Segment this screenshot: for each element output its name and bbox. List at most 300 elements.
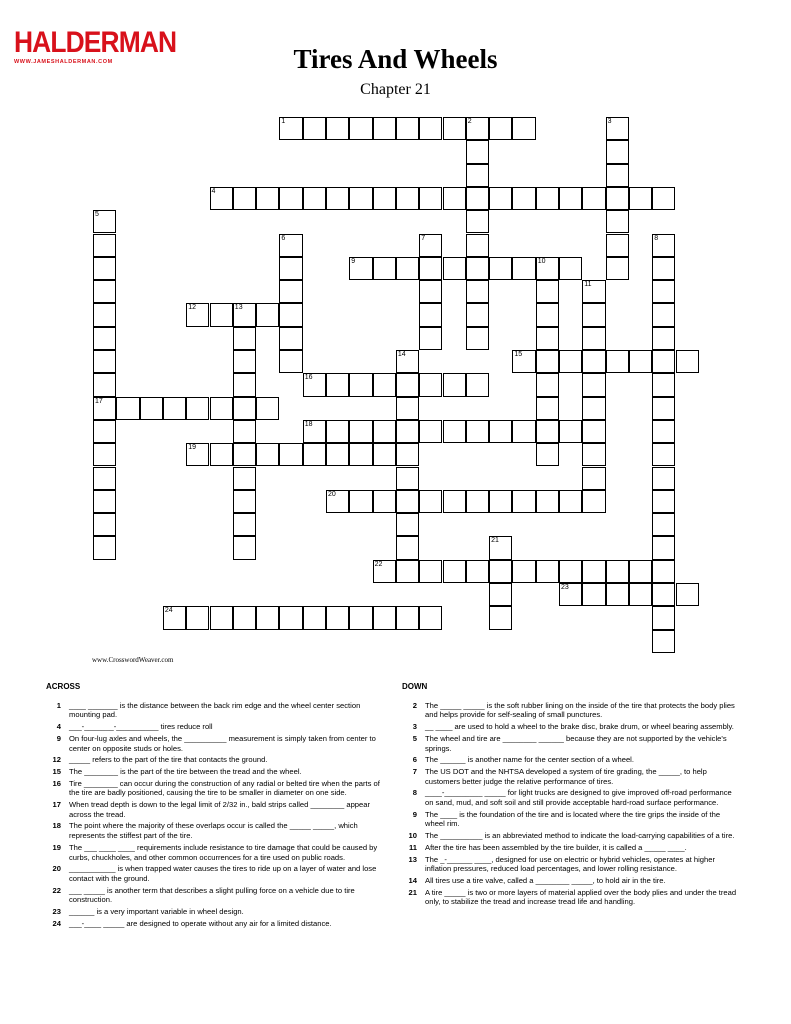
crossword-cell[interactable] xyxy=(606,210,629,233)
crossword-cell[interactable] xyxy=(606,350,629,373)
crossword-cell[interactable] xyxy=(93,327,116,350)
crossword-cell[interactable] xyxy=(652,467,675,490)
clue-number: 2 xyxy=(467,118,472,125)
clue-item-text: After the tire has been assembled by the tire builder, it is called a _____ ____. xyxy=(425,842,687,852)
crossword-cell[interactable] xyxy=(303,420,326,443)
clue-item-text: The US DOT and the NHTSA developed a system of tire grading, the _____, to help customers better judge the relative performance of tires. xyxy=(425,766,707,786)
crossword-cell[interactable] xyxy=(536,560,559,583)
clue-item xyxy=(46,800,384,819)
clue-item-text: ______ is a very important variable in wheel design. xyxy=(69,907,244,917)
clue-number: 7 xyxy=(421,234,426,242)
clue-item-number: 8 xyxy=(412,788,417,798)
clue-item-text: The ________ is the part of the tire between the tread and the wheel. xyxy=(69,766,302,776)
crossword-cell[interactable] xyxy=(443,187,466,210)
crossword-cell[interactable] xyxy=(652,490,675,513)
logo-url: WWW.JAMESHALDERMAN.COM xyxy=(14,59,113,65)
crossword-cell[interactable] xyxy=(466,373,489,396)
crossword-cell[interactable] xyxy=(349,187,372,210)
crossword-cell[interactable] xyxy=(466,303,489,326)
clue-item xyxy=(46,907,384,917)
clue-item-number: 24 xyxy=(52,918,61,928)
crossword-cell[interactable] xyxy=(233,373,256,396)
clue-item xyxy=(402,810,738,829)
clue-number: 15 xyxy=(514,351,523,358)
clue-number: 4 xyxy=(211,187,216,195)
crossword-cell[interactable] xyxy=(582,560,605,583)
crossword-cell[interactable] xyxy=(606,164,629,187)
clue-item xyxy=(46,734,384,753)
crossword-cell[interactable] xyxy=(489,490,512,513)
clue-number: 3 xyxy=(607,118,612,125)
crossword-cell[interactable] xyxy=(582,303,605,326)
crossword-cell[interactable] xyxy=(210,606,233,629)
clue-item-number: 4 xyxy=(56,722,61,732)
clue-item xyxy=(402,722,738,732)
crossword-cell[interactable] xyxy=(489,187,512,210)
clue-item-number: 9 xyxy=(56,733,61,743)
crossword-cell[interactable] xyxy=(489,117,512,140)
crossword-cell[interactable] xyxy=(349,443,372,466)
crossword-cell[interactable] xyxy=(349,606,372,629)
clue-item-number: 18 xyxy=(52,821,61,831)
crossword-cell[interactable] xyxy=(466,490,489,513)
crossword-cell[interactable] xyxy=(512,117,535,140)
crossword-cell[interactable] xyxy=(512,187,535,210)
clue-item-number: 7 xyxy=(412,766,417,776)
crossword-cell[interactable] xyxy=(606,187,629,210)
crossword-cell[interactable] xyxy=(93,397,116,420)
crossword-cell[interactable] xyxy=(419,303,442,326)
crossword-cell[interactable] xyxy=(419,373,442,396)
clue-item-text: The point where the majority of these overlaps occur is called the _____ _____, which represents the stiffest part of the tire. xyxy=(69,821,358,841)
crossword-cell[interactable] xyxy=(536,373,559,396)
crossword-cell[interactable] xyxy=(536,187,559,210)
crossword-cell[interactable] xyxy=(582,490,605,513)
clue-item-number: 16 xyxy=(52,778,61,788)
clue-item xyxy=(46,864,384,883)
crossword-cell[interactable] xyxy=(536,303,559,326)
crossword-cell[interactable] xyxy=(652,420,675,443)
clue-item-text: The _____ _____ is the soft rubber lining on the inside of the tire that protects the body plies and helps provide for self-sealing of small punctures. xyxy=(425,700,735,720)
crossword-cell[interactable] xyxy=(652,583,675,606)
crossword-cell[interactable] xyxy=(279,257,302,280)
crossword-cell[interactable] xyxy=(373,420,396,443)
crossword-cell[interactable] xyxy=(652,397,675,420)
clue-item-number: 21 xyxy=(408,887,417,897)
crossword-cell[interactable] xyxy=(396,397,419,420)
crossword-cell[interactable] xyxy=(443,560,466,583)
crossword-cell[interactable] xyxy=(582,327,605,350)
crossword-cell[interactable] xyxy=(652,513,675,536)
crossword-cell[interactable] xyxy=(419,420,442,443)
clue-item xyxy=(46,722,384,732)
crossword-cell[interactable] xyxy=(279,280,302,303)
crossword-cell[interactable] xyxy=(606,583,629,606)
clue-item-text: All tires use a tire valve, called a ________ _____, to hold air in the tire. xyxy=(425,875,666,885)
crossword-cell[interactable] xyxy=(466,257,489,280)
crossword-cell[interactable] xyxy=(582,350,605,373)
crossword-cell[interactable] xyxy=(466,280,489,303)
crossword-cell[interactable] xyxy=(396,443,419,466)
crossword-cell[interactable] xyxy=(279,187,302,210)
crossword-cell[interactable] xyxy=(279,350,302,373)
crossword-cell[interactable] xyxy=(303,606,326,629)
crossword-cell[interactable] xyxy=(652,187,675,210)
crossword-cell[interactable] xyxy=(373,117,396,140)
crossword-cell[interactable] xyxy=(536,280,559,303)
crossword-cell[interactable] xyxy=(93,420,116,443)
clue-item-text: The wheel and tire are ________ ______ because they are not supported by the vehicle's springs. xyxy=(425,733,727,753)
clue-item-number: 19 xyxy=(52,842,61,852)
crossword-cell[interactable] xyxy=(279,443,302,466)
crossword-cell[interactable] xyxy=(559,560,582,583)
crossword-cell[interactable] xyxy=(326,606,349,629)
page-subtitle: Chapter 21 xyxy=(360,81,431,98)
crossword-cell[interactable] xyxy=(489,583,512,606)
crossword-cell[interactable] xyxy=(233,490,256,513)
clue-item-text: ____-_________ _____ for light trucks are designed to give improved off-road performance on sand, mud, and soft soil and still provide acceptable hard-road surface performance. xyxy=(425,788,732,808)
crossword-cell[interactable] xyxy=(93,443,116,466)
crossword-cell[interactable] xyxy=(233,187,256,210)
crossword-cell[interactable] xyxy=(652,373,675,396)
down-clues xyxy=(402,682,738,909)
crossword-cell[interactable] xyxy=(606,234,629,257)
crossword-cell[interactable] xyxy=(326,443,349,466)
crossword-cell[interactable] xyxy=(443,420,466,443)
crossword-cell[interactable] xyxy=(140,397,163,420)
crossword-cell[interactable] xyxy=(536,257,559,280)
crossword-cell[interactable] xyxy=(536,420,559,443)
clue-item-number: 17 xyxy=(52,800,61,810)
clue-item-text: ____ _______ is the distance between the back rim edge and the wheel center section mounting pad. xyxy=(69,700,361,720)
crossword-cell[interactable] xyxy=(466,164,489,187)
crossword-cell[interactable] xyxy=(279,327,302,350)
crossword-cell[interactable] xyxy=(489,606,512,629)
crossword-cell[interactable] xyxy=(536,327,559,350)
crossword-cell[interactable] xyxy=(652,303,675,326)
clue-item-number: 10 xyxy=(408,831,417,841)
crossword-cell[interactable] xyxy=(210,187,233,210)
clue-number: 5 xyxy=(95,211,99,219)
crossword-cell[interactable] xyxy=(466,187,489,210)
crossword-cell[interactable] xyxy=(93,303,116,326)
crossword-cell[interactable] xyxy=(629,350,652,373)
crossword-cell[interactable] xyxy=(606,257,629,280)
crossword-cell[interactable] xyxy=(279,117,302,140)
crossword-cell[interactable] xyxy=(559,187,582,210)
clue-item-text: The __________ is an abbreviated method to indicate the load-carrying capabilities of a tire. xyxy=(425,831,735,841)
crossword-cell[interactable] xyxy=(256,606,279,629)
clue-number: 9 xyxy=(351,257,356,265)
clue-number: 19 xyxy=(188,444,196,452)
crossword-cell[interactable] xyxy=(443,373,466,396)
crossword-cell[interactable] xyxy=(233,350,256,373)
clue-number: 23 xyxy=(561,584,569,591)
crossword-cell[interactable] xyxy=(233,536,256,559)
crossword-cell[interactable] xyxy=(443,490,466,513)
crossword-cell[interactable] xyxy=(419,234,442,257)
crossword-cell[interactable] xyxy=(582,443,605,466)
crossword-cell[interactable] xyxy=(396,257,419,280)
crossword-cell[interactable] xyxy=(512,420,535,443)
crossword-cell[interactable] xyxy=(489,560,512,583)
crossword-cell[interactable] xyxy=(233,467,256,490)
clue-item-number: 9 xyxy=(412,809,417,819)
crossword-cell[interactable] xyxy=(373,490,396,513)
clue-number: 16 xyxy=(304,374,313,382)
crossword-cell[interactable] xyxy=(419,117,442,140)
clue-item-text: On four-lug axles and wheels, the __________ measurement is simply taken from center to center on opposite studs or holes. xyxy=(69,733,376,753)
clue-item-number: 6 xyxy=(412,755,417,765)
crossword-cell[interactable] xyxy=(210,443,233,466)
across-clues xyxy=(46,682,384,930)
crossword-cell[interactable] xyxy=(396,490,419,513)
crossword-cell[interactable] xyxy=(210,397,233,420)
crossword-cell[interactable] xyxy=(233,606,256,629)
clue-number: 21 xyxy=(491,537,499,545)
crossword-cell[interactable] xyxy=(419,560,442,583)
crossword-cell[interactable] xyxy=(396,467,419,490)
crossword-cell[interactable] xyxy=(489,536,512,559)
crossword-cell[interactable] xyxy=(373,187,396,210)
crossword-cell[interactable] xyxy=(606,560,629,583)
clue-item xyxy=(46,767,384,777)
crossword-cell[interactable] xyxy=(419,280,442,303)
crossword-cell[interactable] xyxy=(326,187,349,210)
crossword-cell[interactable] xyxy=(233,513,256,536)
clue-item xyxy=(46,919,384,929)
clue-item-text: Tire ________ can occur during the construction of any radial or belted tire when the parts of the tire are badly positioned, causing the tire to be smaller in diameter on one side. xyxy=(69,778,380,798)
crossword-cell[interactable] xyxy=(396,373,419,396)
crossword-cell[interactable] xyxy=(303,373,326,396)
crossword-cell[interactable] xyxy=(163,606,186,629)
crossword-cell[interactable] xyxy=(373,606,396,629)
crossword-cell[interactable] xyxy=(396,606,419,629)
crossword-cell[interactable] xyxy=(652,280,675,303)
clue-number: 14 xyxy=(397,351,406,358)
crossword-cell[interactable] xyxy=(186,397,209,420)
clue-number: 6 xyxy=(281,234,286,242)
crossword-cell[interactable] xyxy=(652,606,675,629)
clue-item xyxy=(402,843,738,853)
crossword-cell[interactable] xyxy=(466,210,489,233)
crossword-cell[interactable] xyxy=(93,536,116,559)
clue-item-number: 13 xyxy=(408,854,417,864)
crossword-cell[interactable] xyxy=(582,397,605,420)
crossword-cell[interactable] xyxy=(93,490,116,513)
clue-item-number: 1 xyxy=(56,700,61,710)
crossword-cell[interactable] xyxy=(233,303,256,326)
crossword-cell[interactable] xyxy=(326,420,349,443)
clue-item-text: ___ _____ is another term that describes a slight pulling force on a vehicle due to tire construction. xyxy=(69,885,355,905)
crossword-cell[interactable] xyxy=(512,560,535,583)
crossword-cell[interactable] xyxy=(279,234,302,257)
crossword-cell[interactable] xyxy=(652,630,675,653)
crossword-cell[interactable] xyxy=(652,257,675,280)
crossword-cell[interactable] xyxy=(466,140,489,163)
clue-item xyxy=(402,734,738,753)
crossword-cell[interactable] xyxy=(279,303,302,326)
crossword-cell[interactable] xyxy=(559,490,582,513)
crossword-cell[interactable] xyxy=(396,536,419,559)
crossword-cell[interactable] xyxy=(536,350,559,373)
crossword-cell[interactable] xyxy=(396,187,419,210)
crossword-cell[interactable] xyxy=(466,117,489,140)
crossword-cell[interactable] xyxy=(419,490,442,513)
crossword-cell[interactable] xyxy=(396,560,419,583)
crossword-cell[interactable] xyxy=(233,420,256,443)
crossword-cell[interactable] xyxy=(606,140,629,163)
crossword-cell[interactable] xyxy=(652,536,675,559)
clue-item-text: _____ refers to the part of the tire that contacts the ground. xyxy=(69,755,268,765)
crossword-cell[interactable] xyxy=(349,257,372,280)
crossword-cell[interactable] xyxy=(186,606,209,629)
clue-item-text: The ___ ____ ____ requirements include resistance to tire damage that could be caused by curbs, chuckholes, and other common occurrences for a tire used on public roads. xyxy=(69,842,378,862)
crossword-cell[interactable] xyxy=(93,280,116,303)
crossword-cell[interactable] xyxy=(582,583,605,606)
crossword-cell[interactable] xyxy=(466,560,489,583)
clue-item-text: When tread depth is down to the legal limit of 2/32 in., bald strips called ________ appear across the tread. xyxy=(69,800,370,819)
clue-number: 13 xyxy=(234,304,243,312)
clue-number: 11 xyxy=(584,281,592,289)
clue-item-text: ___________ is when trapped water causes the tires to ride up on a layer of water and lose contact with the ground. xyxy=(69,864,377,883)
crossword-cell[interactable] xyxy=(256,303,279,326)
clue-item-number: 20 xyxy=(52,864,61,874)
crossword-cell[interactable] xyxy=(93,467,116,490)
down-heading: DOWN xyxy=(402,682,428,691)
crossword-cell[interactable] xyxy=(396,513,419,536)
crossword-cell[interactable] xyxy=(582,467,605,490)
crossword-cell[interactable] xyxy=(443,117,466,140)
crossword-cell[interactable] xyxy=(676,583,699,606)
crossword-cell[interactable] xyxy=(303,117,326,140)
clue-number: 10 xyxy=(537,257,546,265)
crossword-cell[interactable] xyxy=(93,513,116,536)
crossword-cell[interactable] xyxy=(419,606,442,629)
crossword-cell[interactable] xyxy=(536,397,559,420)
crossword-cell[interactable] xyxy=(652,350,675,373)
crossword-cell[interactable] xyxy=(233,397,256,420)
clue-item xyxy=(46,886,384,905)
crossword-cell[interactable] xyxy=(303,443,326,466)
across-heading: ACROSS xyxy=(46,682,81,691)
crossword-cell[interactable] xyxy=(210,303,233,326)
crossword-cell[interactable] xyxy=(559,420,582,443)
crossword-cell[interactable] xyxy=(163,397,186,420)
crossword-cell[interactable] xyxy=(419,187,442,210)
crossword-cell[interactable] xyxy=(676,350,699,373)
crossword-cell[interactable] xyxy=(582,187,605,210)
crossword-cell[interactable] xyxy=(512,257,535,280)
crossword-cell[interactable] xyxy=(326,373,349,396)
crossword-cell[interactable] xyxy=(396,117,419,140)
crossword-cell[interactable] xyxy=(559,350,582,373)
crossword-cell[interactable] xyxy=(256,443,279,466)
crossword-cell[interactable] xyxy=(233,327,256,350)
crossword-cell[interactable] xyxy=(443,257,466,280)
crossword-cell[interactable] xyxy=(186,443,209,466)
crossword-cell[interactable] xyxy=(279,606,302,629)
crossword-cell[interactable] xyxy=(349,420,372,443)
crossword-cell[interactable] xyxy=(303,187,326,210)
clue-item-number: 5 xyxy=(412,733,417,743)
crossword-cell[interactable] xyxy=(93,257,116,280)
crossword-cell[interactable] xyxy=(652,560,675,583)
clue-item xyxy=(402,788,738,807)
clue-item-number: 3 xyxy=(412,722,417,732)
crossword-cell[interactable] xyxy=(582,420,605,443)
crossword-cell[interactable] xyxy=(373,560,396,583)
crossword-cell[interactable] xyxy=(349,373,372,396)
crossword-cell[interactable] xyxy=(652,443,675,466)
credit-text: www.CrosswordWeaver.com xyxy=(92,656,174,664)
clue-item-text: ___-____ _____ are designed to operate without any air for a limited distance. xyxy=(69,918,332,928)
crossword-cell[interactable] xyxy=(512,490,535,513)
crossword-cell[interactable] xyxy=(582,373,605,396)
crossword-cell[interactable] xyxy=(536,490,559,513)
crossword-cell[interactable] xyxy=(559,257,582,280)
crossword-cell[interactable] xyxy=(93,350,116,373)
crossword-cell[interactable] xyxy=(373,443,396,466)
crossword-cell[interactable] xyxy=(396,420,419,443)
crossword-cell[interactable] xyxy=(489,420,512,443)
crossword-cell[interactable] xyxy=(373,373,396,396)
clue-item xyxy=(402,755,738,765)
crossword-cell[interactable] xyxy=(93,373,116,396)
crossword-cell[interactable] xyxy=(186,303,209,326)
clue-item-number: 14 xyxy=(408,875,417,885)
crossword-cell[interactable] xyxy=(93,210,116,233)
crossword-cell[interactable] xyxy=(466,420,489,443)
crossword-cell[interactable] xyxy=(559,583,582,606)
crossword-cell[interactable] xyxy=(629,560,652,583)
clue-number: 24 xyxy=(164,607,173,615)
crossword-cell[interactable] xyxy=(629,583,652,606)
crossword-cell[interactable] xyxy=(652,234,675,257)
clue-item xyxy=(402,831,738,841)
crossword-cell[interactable] xyxy=(582,280,605,303)
crossword-cell[interactable] xyxy=(256,187,279,210)
crossword-cell[interactable] xyxy=(466,234,489,257)
crossword-cell[interactable] xyxy=(256,397,279,420)
crossword-cell[interactable] xyxy=(349,490,372,513)
crossword-cell[interactable] xyxy=(652,327,675,350)
crossword-cell[interactable] xyxy=(489,257,512,280)
crossword-cell[interactable] xyxy=(396,350,419,373)
crossword-cell[interactable] xyxy=(419,257,442,280)
clue-item-number: 11 xyxy=(408,842,417,852)
clue-item xyxy=(46,779,384,798)
crossword-cell[interactable] xyxy=(629,187,652,210)
clue-number: 20 xyxy=(328,490,336,498)
clue-item-text: A tire _____ is two or more layers of material applied over the body plies and under the tread only, to stabilize the tread and increase tread life and handling. xyxy=(425,887,737,907)
crossword-cell[interactable] xyxy=(512,350,535,373)
crossword-cell[interactable] xyxy=(116,397,139,420)
clue-item xyxy=(402,876,738,886)
crossword-cell[interactable] xyxy=(419,327,442,350)
crossword-cell[interactable] xyxy=(326,490,349,513)
crossword-cell[interactable] xyxy=(349,117,372,140)
crossword-cell[interactable] xyxy=(466,327,489,350)
crossword-cell[interactable] xyxy=(326,117,349,140)
crossword-cell[interactable] xyxy=(93,234,116,257)
crossword-cell[interactable] xyxy=(606,117,629,140)
crossword-cell[interactable] xyxy=(373,257,396,280)
crossword-cell[interactable] xyxy=(536,443,559,466)
crossword-cell[interactable] xyxy=(233,443,256,466)
clue-item xyxy=(402,888,738,907)
clue-item-text: ___-_______-__________ tires reduce roll xyxy=(69,722,213,732)
